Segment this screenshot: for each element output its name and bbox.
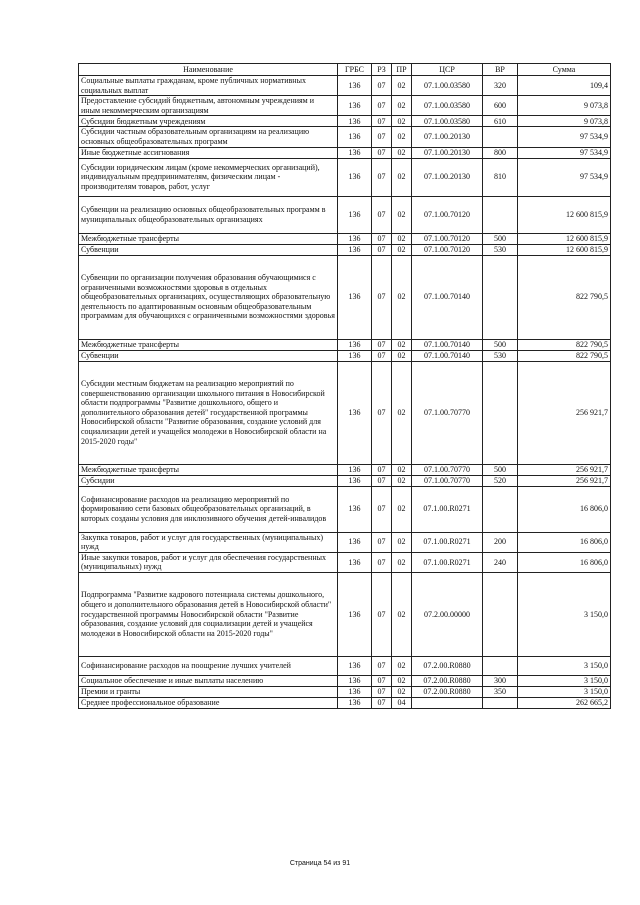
table-row (79, 255, 611, 339)
cell-sum: 3 150,0 (518, 656, 611, 675)
cell-vr: 530 (483, 350, 518, 361)
cell-vr: 520 (483, 475, 518, 486)
cell-sum: 16 806,0 (518, 486, 611, 532)
cell-name: Субвенции по организации получения образования обучающимися с ограниченными возможностями здоровья в отдельных общеобразовательных организациях, осуществляющих образовательную деятельность по адаптированным основным общеобразовательным программам для обучающихся с ограниченными возможностями здоровья (79, 255, 338, 339)
cell-name: Субсидии частным образовательным организациям на реализацию основных общеобразовательных программ (79, 127, 338, 147)
cell-rz: 07 (372, 656, 392, 675)
table-row (79, 697, 611, 708)
table-row (79, 127, 611, 147)
cell-name: Субвенции на реализацию основных общеобразовательных программ в муниципальных общеобразовательных организациях (79, 196, 338, 233)
header-pr: ПР (392, 64, 412, 76)
cell-grbs: 136 (338, 244, 372, 255)
table-row (79, 96, 611, 116)
table-row (79, 686, 611, 697)
cell-grbs: 136 (338, 532, 372, 552)
cell-name: Закупка товаров, работ и услуг для государственных (муниципальных) нужд (79, 532, 338, 552)
cell-sum: 12 600 815,9 (518, 233, 611, 244)
cell-csr: 07.1.00.70140 (412, 339, 483, 350)
cell-csr: 07.1.00.R0271 (412, 486, 483, 532)
cell-name: Предоставление субсидий бюджетным, автономным учреждениям и иным некоммерческим организациям (79, 96, 338, 116)
cell-sum: 822 790,5 (518, 339, 611, 350)
cell-sum: 822 790,5 (518, 350, 611, 361)
table-row (79, 656, 611, 675)
cell-pr: 02 (392, 675, 412, 686)
cell-sum: 256 921,7 (518, 464, 611, 475)
cell-pr: 02 (392, 486, 412, 532)
cell-vr (483, 486, 518, 532)
cell-name: Межбюджетные трансферты (79, 233, 338, 244)
cell-pr: 02 (392, 464, 412, 475)
cell-vr (483, 196, 518, 233)
cell-csr: 07.1.00.70770 (412, 361, 483, 464)
cell-vr (483, 361, 518, 464)
cell-csr: 07.1.00.R0271 (412, 532, 483, 552)
cell-rz: 07 (372, 244, 392, 255)
cell-pr: 04 (392, 697, 412, 708)
cell-grbs: 136 (338, 233, 372, 244)
cell-vr: 200 (483, 532, 518, 552)
cell-sum: 262 665,2 (518, 697, 611, 708)
cell-name: Межбюджетные трансферты (79, 339, 338, 350)
cell-rz: 07 (372, 686, 392, 697)
cell-sum: 256 921,7 (518, 475, 611, 486)
cell-grbs: 136 (338, 147, 372, 158)
cell-rz: 07 (372, 96, 392, 116)
cell-csr: 07.1.00.R0271 (412, 552, 483, 572)
cell-name: Субсидии бюджетным учреждениям (79, 116, 338, 127)
cell-pr: 02 (392, 196, 412, 233)
table-row (79, 196, 611, 233)
cell-sum: 12 600 815,9 (518, 244, 611, 255)
header-rz: РЗ (372, 64, 392, 76)
cell-rz: 07 (372, 697, 392, 708)
header-grbs: ГРБС (338, 64, 372, 76)
cell-grbs: 136 (338, 675, 372, 686)
cell-rz: 07 (372, 361, 392, 464)
cell-vr (483, 255, 518, 339)
cell-name: Субсидии юридическим лицам (кроме некоммерческих организаций), индивидуальным предпринимателям, физическим лицам - производителям товаров, работ, услуг (79, 158, 338, 196)
cell-vr (483, 656, 518, 675)
cell-grbs: 136 (338, 350, 372, 361)
cell-vr: 320 (483, 76, 518, 96)
cell-pr: 02 (392, 552, 412, 572)
cell-vr: 500 (483, 233, 518, 244)
cell-csr: 07.1.00.03580 (412, 116, 483, 127)
cell-name: Софинансирование расходов на реализацию мероприятий по формированию сети базовых общеобразовательных организаций, в которых созданы условия для инклюзивного обучения детей-инвалидов (79, 486, 338, 532)
budget-table (78, 63, 611, 709)
cell-grbs: 136 (338, 572, 372, 656)
table-row (79, 233, 611, 244)
cell-name: Премии и гранты (79, 686, 338, 697)
cell-vr: 350 (483, 686, 518, 697)
cell-csr: 07.1.00.20130 (412, 147, 483, 158)
cell-rz: 07 (372, 572, 392, 656)
cell-vr (483, 127, 518, 147)
cell-csr (412, 697, 483, 708)
cell-csr: 07.2.00.R0880 (412, 686, 483, 697)
cell-vr: 500 (483, 464, 518, 475)
cell-csr: 07.1.00.20130 (412, 158, 483, 196)
table-row (79, 339, 611, 350)
cell-sum: 3 150,0 (518, 675, 611, 686)
cell-rz: 07 (372, 147, 392, 158)
cell-csr: 07.1.00.03580 (412, 96, 483, 116)
cell-csr: 07.1.00.70140 (412, 350, 483, 361)
cell-grbs: 136 (338, 464, 372, 475)
cell-rz: 07 (372, 486, 392, 532)
cell-pr: 02 (392, 361, 412, 464)
cell-csr: 07.2.00.R0880 (412, 656, 483, 675)
cell-vr: 810 (483, 158, 518, 196)
cell-vr: 600 (483, 96, 518, 116)
cell-grbs: 136 (338, 339, 372, 350)
cell-pr: 02 (392, 656, 412, 675)
cell-grbs: 136 (338, 486, 372, 532)
cell-name: Иные бюджетные ассигнования (79, 147, 338, 158)
cell-sum: 16 806,0 (518, 532, 611, 552)
cell-sum: 3 150,0 (518, 686, 611, 697)
cell-csr: 07.1.00.70770 (412, 475, 483, 486)
cell-rz: 07 (372, 350, 392, 361)
table-row (79, 116, 611, 127)
cell-pr: 02 (392, 233, 412, 244)
cell-vr (483, 572, 518, 656)
table-row (79, 158, 611, 196)
cell-pr: 02 (392, 339, 412, 350)
cell-vr: 800 (483, 147, 518, 158)
cell-pr: 02 (392, 350, 412, 361)
cell-grbs: 136 (338, 116, 372, 127)
cell-pr: 02 (392, 255, 412, 339)
cell-name: Социальное обеспечение и иные выплаты населению (79, 675, 338, 686)
table-row (79, 532, 611, 552)
cell-csr: 07.2.00.R0880 (412, 675, 483, 686)
cell-grbs: 136 (338, 552, 372, 572)
header-csr: ЦСР (412, 64, 483, 76)
cell-csr: 07.1.00.20130 (412, 127, 483, 147)
cell-name: Субвенции (79, 244, 338, 255)
cell-name: Иные закупки товаров, работ и услуг для обеспечения государственных (муниципальных) нужд (79, 552, 338, 572)
cell-sum: 822 790,5 (518, 255, 611, 339)
cell-pr: 02 (392, 532, 412, 552)
cell-grbs: 136 (338, 697, 372, 708)
cell-sum: 9 073,8 (518, 116, 611, 127)
cell-vr: 240 (483, 552, 518, 572)
cell-rz: 07 (372, 158, 392, 196)
table-row (79, 350, 611, 361)
table-row (79, 361, 611, 464)
header-vr: ВР (483, 64, 518, 76)
cell-csr: 07.1.00.70120 (412, 244, 483, 255)
cell-rz: 07 (372, 233, 392, 244)
cell-grbs: 136 (338, 158, 372, 196)
table-row (79, 244, 611, 255)
cell-csr: 07.1.00.70120 (412, 196, 483, 233)
cell-rz: 07 (372, 675, 392, 686)
cell-pr: 02 (392, 686, 412, 697)
cell-grbs: 136 (338, 686, 372, 697)
cell-name: Субвенции (79, 350, 338, 361)
cell-vr: 530 (483, 244, 518, 255)
table-row (79, 147, 611, 158)
cell-pr: 02 (392, 76, 412, 96)
cell-grbs: 136 (338, 76, 372, 96)
cell-rz: 07 (372, 532, 392, 552)
table-body (79, 76, 611, 709)
header-sum: Сумма (518, 64, 611, 76)
cell-vr: 500 (483, 339, 518, 350)
cell-rz: 07 (372, 339, 392, 350)
cell-grbs: 136 (338, 255, 372, 339)
table-header-row (79, 64, 611, 76)
cell-grbs: 136 (338, 127, 372, 147)
cell-csr: 07.1.00.70120 (412, 233, 483, 244)
cell-rz: 07 (372, 116, 392, 127)
cell-vr: 300 (483, 675, 518, 686)
cell-name: Софинансирование расходов на поощрение лучших учителей (79, 656, 338, 675)
cell-csr: 07.1.00.03580 (412, 76, 483, 96)
cell-sum: 9 073,8 (518, 96, 611, 116)
cell-pr: 02 (392, 475, 412, 486)
cell-pr: 02 (392, 572, 412, 656)
cell-sum: 97 534,9 (518, 127, 611, 147)
cell-grbs: 136 (338, 196, 372, 233)
cell-grbs: 136 (338, 656, 372, 675)
cell-pr: 02 (392, 127, 412, 147)
cell-name: Среднее профессиональное образование (79, 697, 338, 708)
header-name: Наименование (79, 64, 338, 76)
cell-pr: 02 (392, 147, 412, 158)
table-row (79, 486, 611, 532)
cell-name: Подпрограмма "Развитие кадрового потенциала системы дошкольного, общего и дополнительного образования детей в Новосибирской области" государственной программы Новосибирской области "Развитие образования, создание условий для социализации детей и учащейся молодежи в Новосибирской области на 2015-2020 годы" (79, 572, 338, 656)
cell-pr: 02 (392, 158, 412, 196)
cell-sum: 109,4 (518, 76, 611, 96)
cell-sum: 12 600 815,9 (518, 196, 611, 233)
cell-grbs: 136 (338, 475, 372, 486)
cell-rz: 07 (372, 76, 392, 96)
table-row (79, 475, 611, 486)
cell-csr: 07.1.00.70770 (412, 464, 483, 475)
cell-pr: 02 (392, 116, 412, 127)
cell-grbs: 136 (338, 361, 372, 464)
table-row (79, 572, 611, 656)
cell-rz: 07 (372, 464, 392, 475)
cell-rz: 07 (372, 127, 392, 147)
budget-table-container (78, 63, 610, 709)
table-row (79, 76, 611, 96)
page-number: Страница 54 из 91 (289, 860, 351, 867)
cell-name: Социальные выплаты гражданам, кроме публичных нормативных социальных выплат (79, 76, 338, 96)
cell-rz: 07 (372, 475, 392, 486)
cell-sum: 16 806,0 (518, 552, 611, 572)
cell-rz: 07 (372, 196, 392, 233)
cell-csr: 07.2.00.00000 (412, 572, 483, 656)
cell-sum: 3 150,0 (518, 572, 611, 656)
cell-csr: 07.1.00.70140 (412, 255, 483, 339)
cell-grbs: 136 (338, 96, 372, 116)
table-row (79, 464, 611, 475)
cell-name: Межбюджетные трансферты (79, 464, 338, 475)
cell-vr: 610 (483, 116, 518, 127)
table-row (79, 552, 611, 572)
cell-pr: 02 (392, 244, 412, 255)
cell-sum: 97 534,9 (518, 147, 611, 158)
cell-sum: 256 921,7 (518, 361, 611, 464)
cell-pr: 02 (392, 96, 412, 116)
cell-rz: 07 (372, 552, 392, 572)
cell-name: Субсидии местным бюджетам на реализацию мероприятий по совершенствованию организации школьного питания в Новосибирской области подпрограммы "Развитие дошкольного, общего и дополнительного образования детей" государственной программы Новосибирской области "Развитие образования, создание условий для социализации детей и учащейся молодежи в Новосибирской области на 2015-2020 годы" (79, 361, 338, 464)
cell-sum: 97 534,9 (518, 158, 611, 196)
cell-vr (483, 697, 518, 708)
cell-name: Субсидии (79, 475, 338, 486)
table-row (79, 675, 611, 686)
cell-rz: 07 (372, 255, 392, 339)
